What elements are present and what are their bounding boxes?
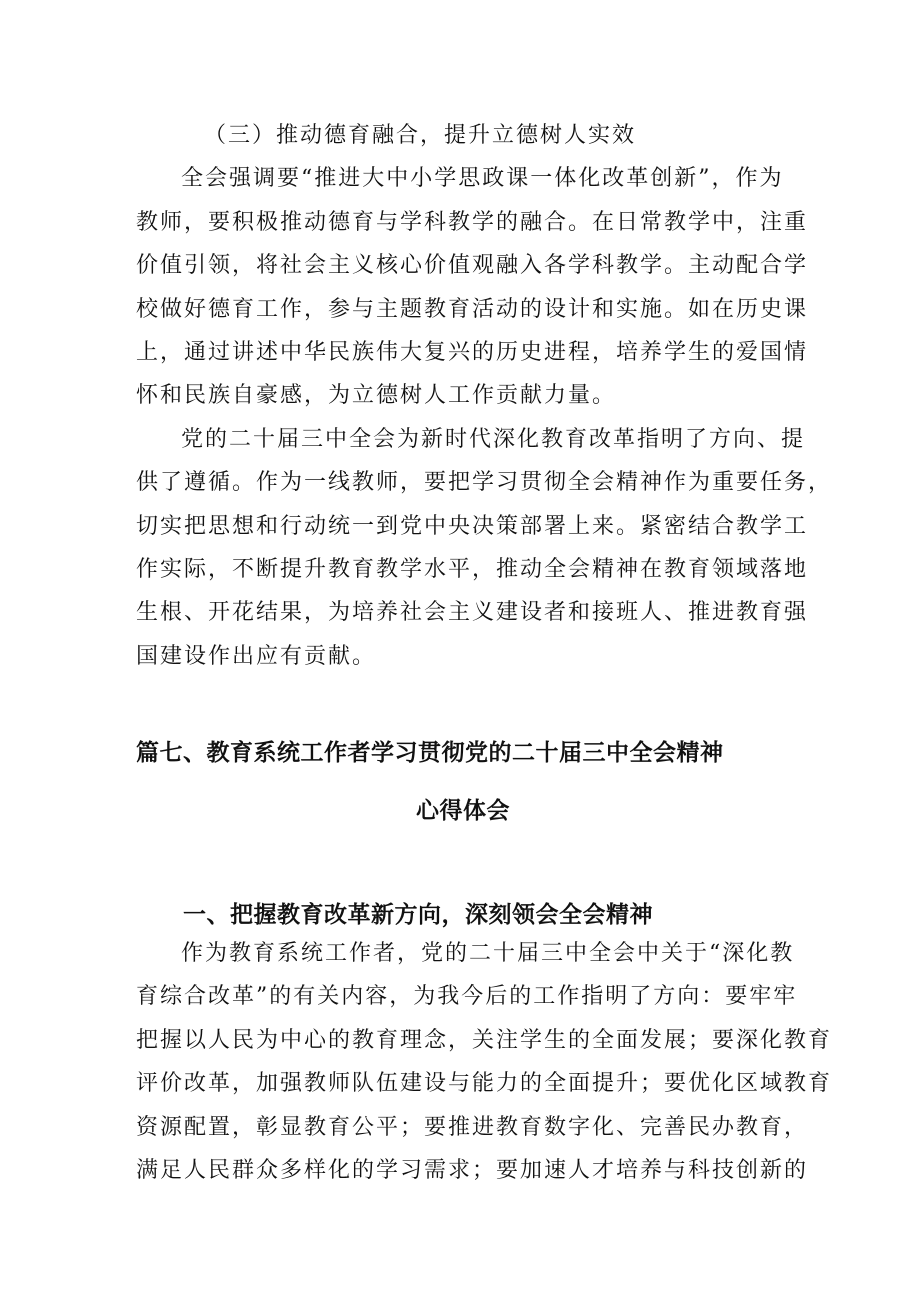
article-title-line-1: 篇七、教育系统工作者学习贯彻党的二十届三中全会精神: [136, 740, 724, 766]
text-line: 教师，要积极推动德育与学科教学的融合。在日常教学中，注重: [136, 210, 809, 235]
text-line: 国建设作出应有贡献。: [136, 644, 377, 669]
article-title-line-2: 心得体会: [416, 798, 510, 824]
text-line: 作为教育系统工作者，党的二十届三中全会中关于“深化教: [181, 941, 795, 966]
text-line: 评价改革，加强教师队伍建设与能力的全面提升；要优化区域教育: [136, 1071, 833, 1096]
text-line: 全会强调要“推进大中小学思政课一体化改革创新”，作为: [181, 166, 784, 191]
text-line: 怀和民族自豪感，为立德树人工作贡献力量。: [136, 383, 617, 408]
text-line: 生根、开花结果，为培养社会主义建设者和接班人、推进教育强: [136, 600, 809, 625]
text-line: 育综合改革”的有关内容，为我今后的工作指明了方向：要牢牢: [136, 984, 798, 1009]
text-line: 校做好德育工作，参与主题教育活动的设计和实施。如在历史课: [136, 297, 809, 322]
text-line: 切实把思想和行动统一到党中央决策部署上来。紧密结合教学工: [136, 514, 809, 539]
text-line: 党的二十届三中全会为新时代深化教育改革指明了方向、提: [181, 427, 806, 452]
article-subheading: 一、把握教育改革新方向，深刻领会全会精神: [183, 902, 653, 928]
section-subheading: （三）推动德育融合，提升立德树人实效: [204, 123, 637, 148]
text-line: 上，通过讲述中华民族伟大复兴的历史进程，培养学生的爱国情: [136, 340, 809, 365]
text-line: 满足人民群众多样化的学习需求；要加速人才培养与科技创新的: [136, 1158, 809, 1183]
text-line: 把握以人民为中心的教育理念，关注学生的全面发展；要深化教育: [136, 1028, 833, 1053]
text-line: 价值引领，将社会主义核心价值观融入各学科教学。主动配合学: [136, 253, 809, 278]
text-line: 作实际，不断提升教育教学水平，推动全会精神在教育领域落地: [136, 557, 809, 582]
text-line: 供了遵循。作为一线教师，要把学习贯彻全会精神作为重要任务，: [136, 470, 833, 495]
text-line: 资源配置，彰显教育公平；要推进教育数字化、完善民办教育，: [136, 1115, 809, 1140]
